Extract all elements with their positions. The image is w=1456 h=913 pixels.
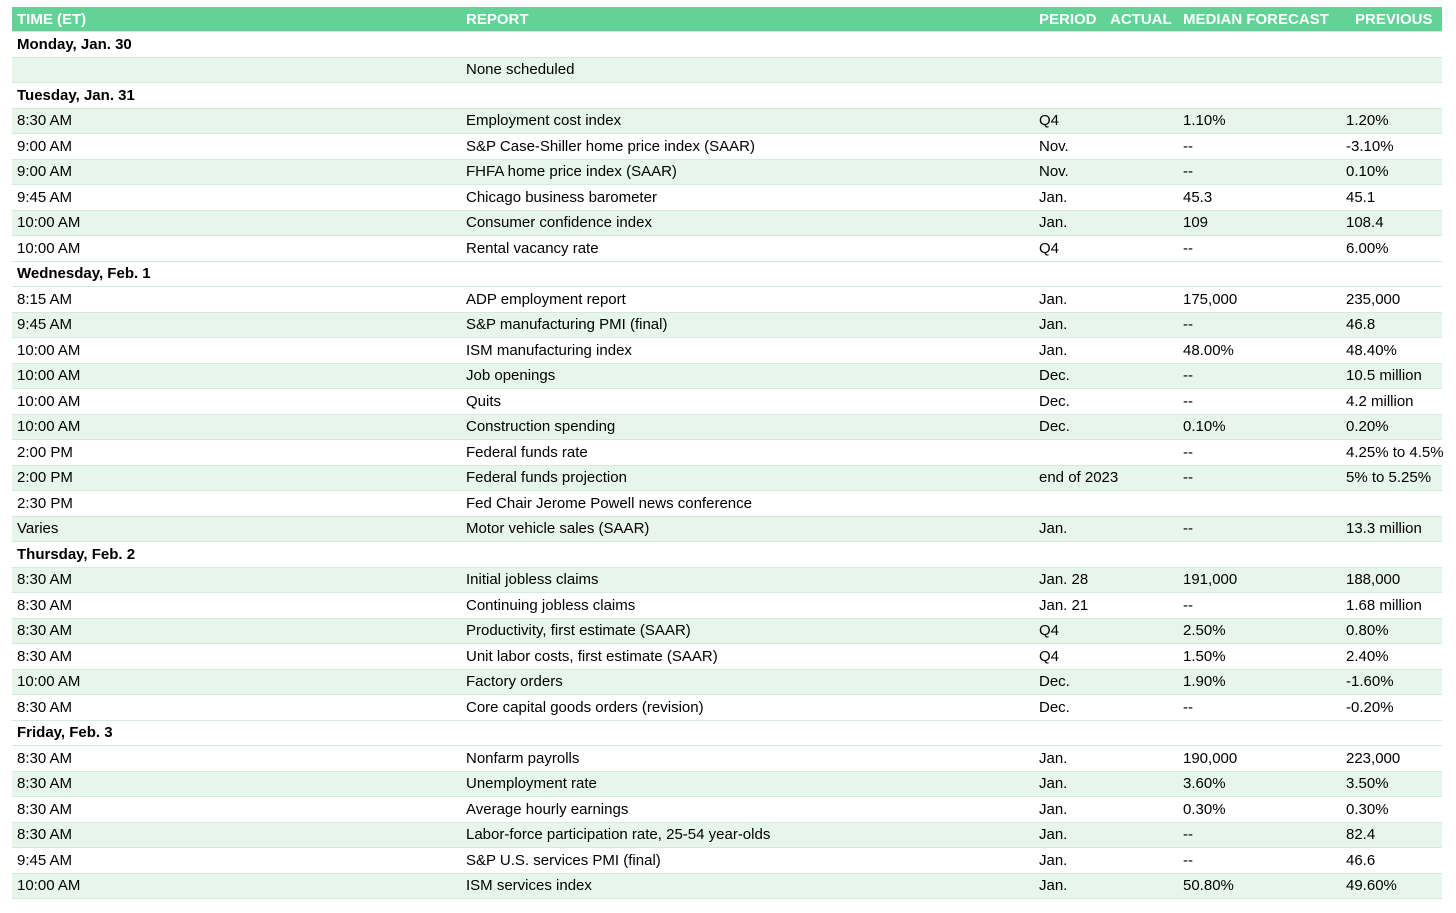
cell-previous: 49.60%	[1346, 877, 1397, 895]
cell-previous: 108.4	[1346, 214, 1384, 232]
cell-report: Productivity, first estimate (SAAR)	[466, 622, 691, 640]
table-row	[12, 644, 1442, 670]
cell-report: Rental vacancy rate	[466, 239, 599, 257]
cell-forecast: 1.50%	[1183, 647, 1226, 665]
cell-time: 10:00 AM	[17, 341, 81, 359]
cell-previous: -3.10%	[1346, 137, 1394, 155]
cell-forecast: 48.00%	[1183, 341, 1234, 359]
cell-forecast: --	[1183, 163, 1193, 181]
cell-period: Jan.	[1039, 214, 1068, 232]
cell-period: Dec.	[1039, 392, 1070, 410]
day-label: Thursday, Feb. 2	[17, 545, 136, 563]
cell-forecast: --	[1183, 596, 1193, 614]
day-header-row	[12, 83, 1442, 109]
table-row	[12, 313, 1442, 339]
table-body	[12, 32, 1442, 899]
cell-time: 8:30 AM	[17, 112, 73, 130]
cell-previous: 1.20%	[1346, 112, 1389, 130]
cell-period: Q4	[1039, 622, 1060, 640]
table-row	[12, 772, 1442, 798]
header-actual: ACTUAL	[1110, 10, 1172, 28]
cell-period: Jan.	[1039, 775, 1068, 793]
table-row	[12, 415, 1442, 441]
table-row	[12, 58, 1442, 84]
table-row	[12, 670, 1442, 696]
cell-forecast: 3.60%	[1183, 775, 1226, 793]
cell-report: Employment cost index	[466, 112, 622, 130]
cell-forecast: 0.10%	[1183, 418, 1226, 436]
table-row	[12, 440, 1442, 466]
cell-time: 2:00 PM	[17, 443, 73, 461]
cell-previous: 48.40%	[1346, 341, 1397, 359]
cell-forecast: 45.3	[1183, 188, 1213, 206]
table-row	[12, 491, 1442, 517]
cell-period: Dec.	[1039, 367, 1070, 385]
cell-period: Jan.	[1039, 749, 1068, 767]
cell-previous: 46.6	[1346, 851, 1376, 869]
table-row	[12, 466, 1442, 492]
cell-period: Jan. 28	[1039, 571, 1089, 589]
cell-time: 9:00 AM	[17, 137, 73, 155]
cell-period: Jan.	[1039, 520, 1068, 538]
cell-time: 8:30 AM	[17, 800, 73, 818]
cell-period: Dec.	[1039, 418, 1070, 436]
cell-time: 8:30 AM	[17, 571, 73, 589]
table-row	[12, 338, 1442, 364]
cell-period: Jan.	[1039, 826, 1068, 844]
cell-period: Q4	[1039, 239, 1060, 257]
day-label: Tuesday, Jan. 31	[17, 86, 135, 104]
cell-forecast: --	[1183, 826, 1193, 844]
cell-previous: 5% to 5.25%	[1346, 469, 1432, 487]
cell-previous: -1.60%	[1346, 673, 1394, 691]
cell-previous: 0.30%	[1346, 800, 1389, 818]
cell-time: 10:00 AM	[17, 418, 81, 436]
cell-time: 9:45 AM	[17, 851, 73, 869]
cell-time: 9:45 AM	[17, 316, 73, 334]
header-period: PERIOD	[1039, 10, 1097, 28]
cell-time: 8:15 AM	[17, 290, 73, 308]
table-row	[12, 211, 1442, 237]
cell-time: 8:30 AM	[17, 596, 73, 614]
table-row	[12, 848, 1442, 874]
cell-period: Jan.	[1039, 877, 1068, 895]
cell-report: S&P manufacturing PMI (final)	[466, 316, 668, 334]
cell-previous: 2.40%	[1346, 647, 1389, 665]
header-forecast: MEDIAN FORECAST	[1183, 10, 1329, 28]
cell-report: Initial jobless claims	[466, 571, 599, 589]
cell-previous: 46.8	[1346, 316, 1376, 334]
table-row	[12, 389, 1442, 415]
cell-previous: 0.10%	[1346, 163, 1389, 181]
cell-report: Chicago business barometer	[466, 188, 657, 206]
cell-time: 10:00 AM	[17, 367, 81, 385]
cell-report: S&P Case-Shiller home price index (SAAR)	[466, 137, 756, 155]
cell-report: S&P U.S. services PMI (final)	[466, 851, 661, 869]
cell-previous: 0.20%	[1346, 418, 1389, 436]
table-row	[12, 185, 1442, 211]
cell-forecast: 175,000	[1183, 290, 1238, 308]
economic-calendar-table	[12, 7, 1442, 899]
cell-report: Construction spending	[466, 418, 616, 436]
cell-forecast: --	[1183, 469, 1193, 487]
cell-forecast: 50.80%	[1183, 877, 1234, 895]
table-row	[12, 109, 1442, 135]
cell-report: Labor-force participation rate, 25-54 year-olds	[466, 826, 771, 844]
header-previous: PREVIOUS	[1355, 10, 1433, 28]
cell-report: Continuing jobless claims	[466, 596, 636, 614]
cell-previous: 82.4	[1346, 826, 1376, 844]
cell-time: 10:00 AM	[17, 392, 81, 410]
table-row	[12, 134, 1442, 160]
cell-forecast: 191,000	[1183, 571, 1238, 589]
table-row	[12, 619, 1442, 645]
cell-time: 9:45 AM	[17, 188, 73, 206]
table-row	[12, 517, 1442, 543]
cell-period: Jan. 21	[1039, 596, 1089, 614]
cell-period: Dec.	[1039, 673, 1070, 691]
cell-forecast: 190,000	[1183, 749, 1238, 767]
cell-period: Q4	[1039, 112, 1060, 130]
cell-time: 9:00 AM	[17, 163, 73, 181]
cell-report: None scheduled	[466, 61, 575, 79]
cell-forecast: --	[1183, 316, 1193, 334]
table-row	[12, 746, 1442, 772]
table-row	[12, 287, 1442, 313]
cell-previous: 4.2 million	[1346, 392, 1414, 410]
day-label: Friday, Feb. 3	[17, 724, 113, 742]
cell-report: Job openings	[466, 367, 556, 385]
cell-time: 10:00 AM	[17, 239, 81, 257]
cell-period: Jan.	[1039, 341, 1068, 359]
table-row	[12, 874, 1442, 900]
cell-period: Jan.	[1039, 316, 1068, 334]
cell-report: ISM manufacturing index	[466, 341, 632, 359]
cell-report: Core capital goods orders (revision)	[466, 698, 704, 716]
cell-previous: 4.25% to 4.5%	[1346, 443, 1444, 461]
cell-report: FHFA home price index (SAAR)	[466, 163, 677, 181]
cell-report: Nonfarm payrolls	[466, 749, 580, 767]
cell-previous: 0.80%	[1346, 622, 1389, 640]
cell-previous: 3.50%	[1346, 775, 1389, 793]
cell-previous: 235,000	[1346, 290, 1401, 308]
table-row	[12, 593, 1442, 619]
cell-period: Nov.	[1039, 137, 1069, 155]
cell-report: Motor vehicle sales (SAAR)	[466, 520, 650, 538]
cell-forecast: --	[1183, 698, 1193, 716]
cell-report: Quits	[466, 392, 502, 410]
cell-period: Q4	[1039, 647, 1060, 665]
table-header	[12, 7, 1442, 32]
cell-report: Federal funds projection	[466, 469, 627, 487]
cell-time: 8:30 AM	[17, 698, 73, 716]
cell-time: 2:00 PM	[17, 469, 73, 487]
cell-report: Factory orders	[466, 673, 563, 691]
cell-time: 2:30 PM	[17, 494, 73, 512]
cell-period: Jan.	[1039, 290, 1068, 308]
cell-report: Fed Chair Jerome Powell news conference	[466, 494, 752, 512]
cell-report: Unemployment rate	[466, 775, 597, 793]
cell-forecast: --	[1183, 392, 1193, 410]
day-header-row	[12, 32, 1442, 58]
cell-forecast: 1.10%	[1183, 112, 1226, 130]
cell-forecast: 109	[1183, 214, 1209, 232]
day-label: Wednesday, Feb. 1	[17, 265, 151, 283]
cell-forecast: 0.30%	[1183, 800, 1226, 818]
cell-time: 10:00 AM	[17, 214, 81, 232]
table-row	[12, 695, 1442, 721]
cell-period: Jan.	[1039, 188, 1068, 206]
table-row	[12, 160, 1442, 186]
cell-previous: 10.5 million	[1346, 367, 1422, 385]
cell-time: 8:30 AM	[17, 749, 73, 767]
day-header-row	[12, 721, 1442, 747]
cell-period: Dec.	[1039, 698, 1070, 716]
cell-report: ADP employment report	[466, 290, 626, 308]
table-row	[12, 797, 1442, 823]
table-row	[12, 823, 1442, 849]
header-time: TIME (ET)	[17, 10, 87, 28]
cell-previous: 45.1	[1346, 188, 1376, 206]
cell-forecast: --	[1183, 851, 1193, 869]
cell-forecast: 1.90%	[1183, 673, 1226, 691]
day-header-row	[12, 262, 1442, 288]
cell-time: 8:30 AM	[17, 775, 73, 793]
cell-time: 8:30 AM	[17, 826, 73, 844]
cell-forecast: --	[1183, 443, 1193, 461]
cell-previous: 1.68 million	[1346, 596, 1422, 614]
cell-time: 10:00 AM	[17, 877, 81, 895]
cell-period: Jan.	[1039, 800, 1068, 818]
table-row	[12, 236, 1442, 262]
cell-report: Average hourly earnings	[466, 800, 629, 818]
cell-report: Federal funds rate	[466, 443, 588, 461]
cell-forecast: --	[1183, 239, 1193, 257]
cell-report: Unit labor costs, first estimate (SAAR)	[466, 647, 718, 665]
cell-time: 10:00 AM	[17, 673, 81, 691]
header-report: REPORT	[466, 10, 529, 28]
cell-forecast: 2.50%	[1183, 622, 1226, 640]
table-row	[12, 364, 1442, 390]
cell-time: 8:30 AM	[17, 622, 73, 640]
cell-previous: 6.00%	[1346, 239, 1389, 257]
day-label: Monday, Jan. 30	[17, 35, 132, 53]
cell-time: Varies	[17, 520, 59, 538]
cell-forecast: --	[1183, 367, 1193, 385]
cell-forecast: --	[1183, 137, 1193, 155]
cell-previous: 188,000	[1346, 571, 1401, 589]
cell-time: 8:30 AM	[17, 647, 73, 665]
cell-period: end of 2023	[1039, 469, 1119, 487]
cell-period: Jan.	[1039, 851, 1068, 869]
cell-report: Consumer confidence index	[466, 214, 652, 232]
cell-previous: 13.3 million	[1346, 520, 1422, 538]
cell-report: ISM services index	[466, 877, 592, 895]
cell-period: Nov.	[1039, 163, 1069, 181]
cell-forecast: --	[1183, 520, 1193, 538]
cell-previous: 223,000	[1346, 749, 1401, 767]
table-row	[12, 568, 1442, 594]
day-header-row	[12, 542, 1442, 568]
cell-previous: -0.20%	[1346, 698, 1394, 716]
